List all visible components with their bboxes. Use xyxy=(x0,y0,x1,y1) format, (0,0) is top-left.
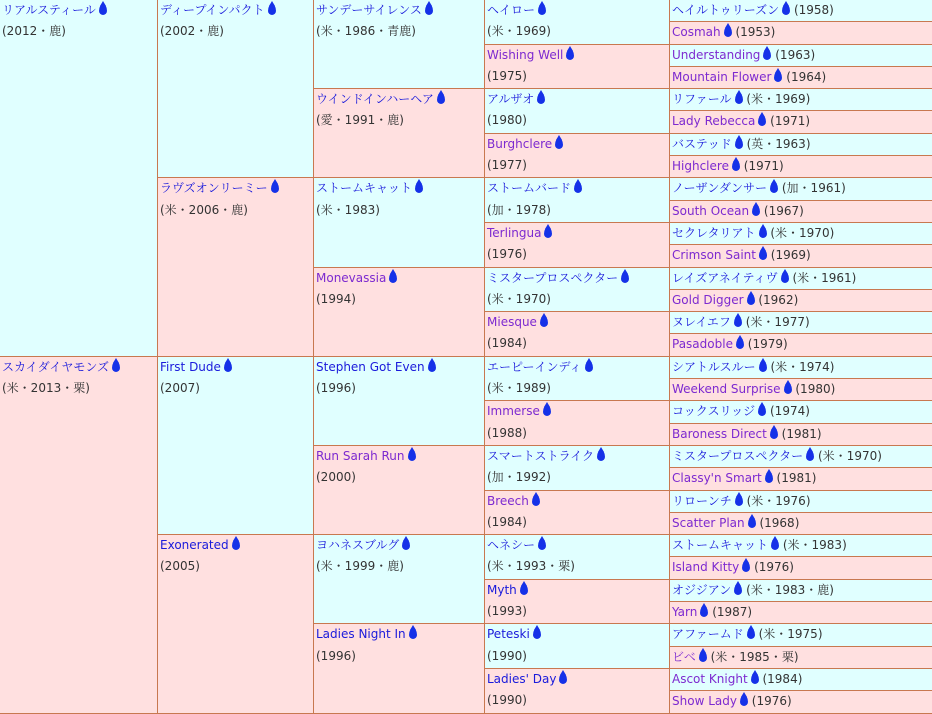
horse-name-link[interactable]: アルザオ xyxy=(487,92,534,106)
horse-info: (1984) xyxy=(487,336,527,350)
blood-drop-icon[interactable] xyxy=(112,361,120,372)
horse-info: (加・1961) xyxy=(782,181,846,195)
blood-drop-icon[interactable] xyxy=(770,428,778,439)
horse-cell-g5 xyxy=(670,245,932,267)
horse-info: (米・2006・鹿) xyxy=(160,203,248,217)
horse-cell-g5 xyxy=(670,423,932,445)
horse-cell-g3 xyxy=(314,89,485,178)
horse-name-link[interactable]: Scatter Plan xyxy=(672,516,745,530)
horse-cell-g4 xyxy=(485,445,670,490)
blood-drop-icon[interactable] xyxy=(99,4,107,15)
horse-info: (米・1993・栗) xyxy=(487,559,575,573)
blood-drop-icon[interactable] xyxy=(759,227,767,238)
horse-info: (米・1974) xyxy=(770,360,834,374)
horse-info: (愛・1991・鹿) xyxy=(316,113,404,127)
horse-cell-g5 xyxy=(670,668,932,690)
horse-info: (米・1999・鹿) xyxy=(316,559,404,573)
horse-name-link[interactable]: レイズアネイティヴ xyxy=(672,271,778,285)
blood-drop-icon[interactable] xyxy=(621,272,629,283)
horse-info: (1968) xyxy=(759,516,799,530)
horse-info: (加・1992) xyxy=(487,470,551,484)
horse-info: (1981) xyxy=(777,471,817,485)
blood-drop-icon[interactable] xyxy=(520,584,528,595)
horse-name-link[interactable]: Understanding xyxy=(672,48,760,62)
horse-cell-g2 xyxy=(158,356,314,534)
horse-info: (米・1970) xyxy=(818,449,882,463)
horse-name-link[interactable]: リファール xyxy=(672,92,732,106)
horse-info: (米・2013・栗) xyxy=(2,381,90,395)
horse-name-link[interactable]: サンデーサイレンス xyxy=(316,3,422,17)
horse-name-link[interactable]: ディープインパクト xyxy=(160,3,265,17)
blood-drop-icon[interactable] xyxy=(533,628,541,639)
horse-cell-g5 xyxy=(670,379,932,401)
horse-info: (1984) xyxy=(762,672,802,686)
horse-name-link[interactable]: Island Kitty xyxy=(672,560,739,574)
blood-drop-icon[interactable] xyxy=(402,539,410,550)
horse-info: (1990) xyxy=(487,693,527,707)
horse-cell-g4 xyxy=(485,356,670,401)
horse-cell-g5 xyxy=(670,579,932,601)
horse-info: (1963) xyxy=(775,48,815,62)
blood-drop-icon[interactable] xyxy=(699,651,707,662)
blood-drop-icon[interactable] xyxy=(724,26,732,37)
horse-cell-g5 xyxy=(670,44,932,66)
blood-drop-icon[interactable] xyxy=(770,182,778,193)
horse-cell-g5 xyxy=(670,445,932,467)
horse-info: (加・1978) xyxy=(487,203,551,217)
blood-drop-icon[interactable] xyxy=(537,93,545,104)
horse-name-link[interactable]: アファームド xyxy=(672,627,744,641)
horse-cell-g4 xyxy=(485,133,670,178)
horse-info: (米・1983・鹿) xyxy=(746,583,834,597)
blood-drop-icon[interactable] xyxy=(585,361,593,372)
horse-name-link[interactable]: Lady Rebecca xyxy=(672,114,755,128)
horse-info: (1977) xyxy=(487,158,527,172)
horse-name-link[interactable]: Monevassia xyxy=(316,271,386,285)
horse-info: (米・1970) xyxy=(487,292,551,306)
horse-info: (米・1983) xyxy=(783,538,847,552)
horse-cell-g5 xyxy=(670,356,932,378)
horse-cell-g4 xyxy=(485,89,670,134)
horse-cell-g5 xyxy=(670,156,932,178)
horse-info: (米・1975) xyxy=(759,627,823,641)
horse-cell-g5 xyxy=(670,602,932,624)
blood-drop-icon[interactable] xyxy=(740,695,748,706)
horse-name-link[interactable]: Myth xyxy=(487,583,517,597)
horse-info: (1979) xyxy=(748,337,788,351)
horse-name-link[interactable]: Show Lady xyxy=(672,694,737,708)
horse-cell-g4 xyxy=(485,44,670,89)
horse-cell-g4 xyxy=(485,312,670,357)
blood-drop-icon[interactable] xyxy=(747,628,755,639)
horse-info: (1953) xyxy=(735,25,775,39)
horse-name-link[interactable]: Highclere xyxy=(672,159,729,173)
horse-cell-g4 xyxy=(485,668,670,713)
horse-cell-g4 xyxy=(485,490,670,535)
blood-drop-icon[interactable] xyxy=(538,539,546,550)
horse-info: (1967) xyxy=(764,204,804,218)
horse-cell-g5 xyxy=(670,312,932,334)
blood-drop-icon[interactable] xyxy=(781,272,789,283)
horse-name-link[interactable]: Stephen Got Even xyxy=(316,360,425,374)
horse-cell-g5 xyxy=(670,0,932,22)
horse-info: (1996) xyxy=(316,649,356,663)
horse-info: (1988) xyxy=(487,426,527,440)
horse-info: (米・1969) xyxy=(487,24,551,38)
horse-name-link[interactable]: Pasadoble xyxy=(672,337,733,351)
horse-name-link[interactable]: リローンチ xyxy=(672,494,732,508)
horse-name-link[interactable]: バステッド xyxy=(672,137,732,151)
horse-info: (2002・鹿) xyxy=(160,24,224,38)
horse-cell-g1 xyxy=(0,0,158,356)
horse-info: (1971) xyxy=(744,159,784,173)
blood-drop-icon[interactable] xyxy=(748,517,756,528)
horse-cell-g4 xyxy=(485,401,670,446)
blood-drop-icon[interactable] xyxy=(437,93,445,104)
blood-drop-icon[interactable] xyxy=(765,472,773,483)
horse-name-link[interactable]: Weekend Surprise xyxy=(672,382,781,396)
blood-drop-icon[interactable] xyxy=(538,4,546,15)
horse-name-link[interactable]: Ladies Night In xyxy=(316,627,406,641)
horse-name-link[interactable]: ノーザンダンサー xyxy=(672,181,767,195)
blood-drop-icon[interactable] xyxy=(742,561,750,572)
horse-info: (1962) xyxy=(758,293,798,307)
horse-cell-g3 xyxy=(314,356,485,445)
horse-cell-g4 xyxy=(485,178,670,223)
blood-drop-icon[interactable] xyxy=(559,673,567,684)
horse-name-link[interactable]: Wishing Well xyxy=(487,48,563,62)
horse-cell-g5 xyxy=(670,289,932,311)
horse-cell-g5 xyxy=(670,468,932,490)
horse-cell-g4 xyxy=(485,267,670,312)
horse-name-link[interactable]: ミスタープロスペクター xyxy=(672,449,803,463)
horse-info: (1980) xyxy=(795,382,835,396)
horse-cell-g3 xyxy=(314,535,485,624)
horse-info: (米・1989) xyxy=(487,381,551,395)
blood-drop-icon[interactable] xyxy=(806,450,814,461)
horse-info: (2007) xyxy=(160,381,200,395)
blood-drop-icon[interactable] xyxy=(532,495,540,506)
horse-name-link[interactable]: Gold Digger xyxy=(672,293,744,307)
horse-name-link[interactable]: スマートストライク xyxy=(487,449,594,463)
horse-name-link[interactable]: ミスタープロスペクター xyxy=(487,271,618,285)
blood-drop-icon[interactable] xyxy=(758,405,766,416)
blood-drop-icon[interactable] xyxy=(734,584,742,595)
blood-drop-icon[interactable] xyxy=(732,160,740,171)
horse-name-link[interactable]: South Ocean xyxy=(672,204,749,218)
blood-drop-icon[interactable] xyxy=(389,272,397,283)
blood-drop-icon[interactable] xyxy=(271,182,279,193)
horse-info: (2012・鹿) xyxy=(2,24,66,38)
horse-cell-g5 xyxy=(670,334,932,356)
horse-info: (1971) xyxy=(770,114,810,128)
horse-info: (2005) xyxy=(160,559,200,573)
horse-name-link[interactable]: Ascot Knight xyxy=(672,672,748,686)
blood-drop-icon[interactable] xyxy=(771,539,779,550)
horse-info: (米・1970) xyxy=(770,226,834,240)
blood-drop-icon[interactable] xyxy=(759,361,767,372)
horse-cell-g2 xyxy=(158,0,314,178)
horse-info: (1974) xyxy=(770,404,810,418)
blood-drop-icon[interactable] xyxy=(774,71,782,82)
blood-drop-icon[interactable] xyxy=(736,338,744,349)
blood-drop-icon[interactable] xyxy=(747,294,755,305)
horse-info: (米・1977) xyxy=(746,315,810,329)
horse-name-link[interactable]: リアルスティール xyxy=(2,3,96,17)
horse-info: (1993) xyxy=(487,604,527,618)
horse-info: (1990) xyxy=(487,649,527,663)
horse-name-link[interactable]: Mountain Flower xyxy=(672,70,771,84)
horse-name-link[interactable]: First Dude xyxy=(160,360,221,374)
blood-drop-icon[interactable] xyxy=(555,138,563,149)
blood-drop-icon[interactable] xyxy=(752,205,760,216)
horse-info: (1964) xyxy=(786,70,826,84)
horse-cell-g5 xyxy=(670,133,932,155)
horse-name-link[interactable]: ストームキャット xyxy=(316,181,412,195)
horse-info: (1981) xyxy=(782,427,822,441)
horse-info: (米・1985・栗) xyxy=(711,650,799,664)
horse-name-link[interactable]: ストームバード xyxy=(487,181,571,195)
horse-name-link[interactable]: コックスリッジ xyxy=(672,404,755,418)
horse-cell-g5 xyxy=(670,401,932,423)
horse-info: (1984) xyxy=(487,515,527,529)
horse-name-link[interactable]: Breech xyxy=(487,494,529,508)
pedigree-row xyxy=(0,0,932,22)
horse-cell-g5 xyxy=(670,111,932,133)
horse-name-link[interactable]: Yarn xyxy=(672,605,697,619)
horse-cell-g4 xyxy=(485,535,670,580)
horse-cell-g4 xyxy=(485,0,670,44)
horse-cell-g3 xyxy=(314,445,485,534)
horse-info: (1958) xyxy=(794,3,834,17)
horse-cell-g4 xyxy=(485,624,670,669)
horse-cell-g5 xyxy=(670,512,932,534)
horse-cell-g5 xyxy=(670,66,932,88)
horse-info: (1976) xyxy=(754,560,794,574)
horse-info: (2000) xyxy=(316,470,356,484)
horse-name-link[interactable]: シアトルスルー xyxy=(672,360,756,374)
horse-name-link[interactable]: Immerse xyxy=(487,404,540,418)
horse-info: (1987) xyxy=(712,605,752,619)
blood-drop-icon[interactable] xyxy=(782,4,790,15)
horse-cell-g2 xyxy=(158,535,314,713)
horse-name-link[interactable]: ヌレイエフ xyxy=(672,315,731,329)
horse-name-link[interactable]: Peteski xyxy=(487,627,530,641)
horse-name-link[interactable]: Baroness Direct xyxy=(672,427,767,441)
horse-name-link[interactable]: ストームキャット xyxy=(672,538,768,552)
horse-cell-g5 xyxy=(670,222,932,244)
blood-drop-icon[interactable] xyxy=(734,316,742,327)
blood-drop-icon[interactable] xyxy=(763,49,771,60)
horse-cell-g5 xyxy=(670,646,932,668)
blood-drop-icon[interactable] xyxy=(597,450,605,461)
horse-cell-g3 xyxy=(314,178,485,267)
horse-info: (1994) xyxy=(316,292,356,306)
horse-name-link[interactable]: オジジアン xyxy=(672,583,731,597)
blood-drop-icon[interactable] xyxy=(566,49,574,60)
horse-name-link[interactable]: ビベ xyxy=(672,650,696,664)
horse-cell-g5 xyxy=(670,624,932,646)
blood-drop-icon[interactable] xyxy=(574,182,582,193)
horse-name-link[interactable]: ヘイロー xyxy=(487,3,535,17)
blood-drop-icon[interactable] xyxy=(408,450,416,461)
blood-drop-icon[interactable] xyxy=(409,628,417,639)
horse-cell-g4 xyxy=(485,222,670,267)
horse-name-link[interactable]: Terlingua xyxy=(487,226,541,240)
horse-info: (米・1976) xyxy=(747,494,811,508)
horse-info: (米・1986・青鹿) xyxy=(316,24,416,38)
horse-info: (1996) xyxy=(316,381,356,395)
horse-name-link[interactable]: スカイダイヤモンズ xyxy=(2,360,109,374)
horse-cell-g5 xyxy=(670,200,932,222)
blood-drop-icon[interactable] xyxy=(268,4,276,15)
horse-name-link[interactable]: Classy'n Smart xyxy=(672,471,762,485)
horse-info: (米・1969) xyxy=(746,92,810,106)
blood-drop-icon[interactable] xyxy=(784,383,792,394)
horse-name-link[interactable]: ヘネシー xyxy=(487,538,535,552)
horse-info: (1975) xyxy=(487,69,527,83)
blood-drop-icon[interactable] xyxy=(735,495,743,506)
horse-cell-g5 xyxy=(670,89,932,111)
horse-cell-g3 xyxy=(314,267,485,356)
blood-drop-icon[interactable] xyxy=(735,93,743,104)
blood-drop-icon[interactable] xyxy=(415,182,423,193)
blood-drop-icon[interactable] xyxy=(735,138,743,149)
blood-drop-icon[interactable] xyxy=(224,361,232,372)
blood-drop-icon[interactable] xyxy=(700,606,708,617)
horse-name-link[interactable]: エーピーインディ xyxy=(487,360,582,374)
horse-name-link[interactable]: Miesque xyxy=(487,315,537,329)
horse-name-link[interactable]: Burghclere xyxy=(487,137,552,151)
blood-drop-icon[interactable] xyxy=(540,316,548,327)
horse-cell-g5 xyxy=(670,22,932,44)
horse-name-link[interactable]: ラヴズオンリーミー xyxy=(160,181,268,195)
horse-cell-g5 xyxy=(670,267,932,289)
horse-name-link[interactable]: Run Sarah Run xyxy=(316,449,405,463)
blood-drop-icon[interactable] xyxy=(544,227,552,238)
horse-cell-g2 xyxy=(158,178,314,356)
horse-cell-g5 xyxy=(670,535,932,557)
blood-drop-icon[interactable] xyxy=(759,249,767,260)
horse-cell-g3 xyxy=(314,0,485,89)
horse-cell-g5 xyxy=(670,178,932,200)
horse-info: (英・1963) xyxy=(747,137,811,151)
horse-info: (1976) xyxy=(487,247,527,261)
horse-cell-g4 xyxy=(485,579,670,624)
blood-drop-icon[interactable] xyxy=(758,115,766,126)
horse-name-link[interactable]: Cosmah xyxy=(672,25,721,39)
horse-name-link[interactable]: Ladies' Day xyxy=(487,672,556,686)
horse-cell-g5 xyxy=(670,557,932,579)
blood-drop-icon[interactable] xyxy=(232,539,240,550)
blood-drop-icon[interactable] xyxy=(425,4,433,15)
horse-cell-g5 xyxy=(670,490,932,512)
pedigree-row xyxy=(0,356,932,378)
horse-info: (米・1983) xyxy=(316,203,380,217)
horse-name-link[interactable]: Exonerated xyxy=(160,538,229,552)
horse-cell-g3 xyxy=(314,624,485,713)
horse-name-link[interactable]: ヨハネスブルグ xyxy=(316,538,399,552)
horse-cell-g1 xyxy=(0,356,158,713)
blood-drop-icon[interactable] xyxy=(428,361,436,372)
horse-name-link[interactable]: セクレタリアト xyxy=(672,226,756,240)
horse-info: (1976) xyxy=(752,694,792,708)
horse-name-link[interactable]: ウインドインハーヘア xyxy=(316,92,434,106)
horse-info: (米・1961) xyxy=(792,271,856,285)
horse-info: (1969) xyxy=(771,248,811,262)
horse-cell-g5 xyxy=(670,691,932,713)
horse-info: (1980) xyxy=(487,113,527,127)
blood-drop-icon[interactable] xyxy=(751,673,759,684)
horse-name-link[interactable]: Crimson Saint xyxy=(672,248,756,262)
blood-drop-icon[interactable] xyxy=(543,405,551,416)
horse-name-link[interactable]: ヘイルトゥリーズン xyxy=(672,3,779,17)
